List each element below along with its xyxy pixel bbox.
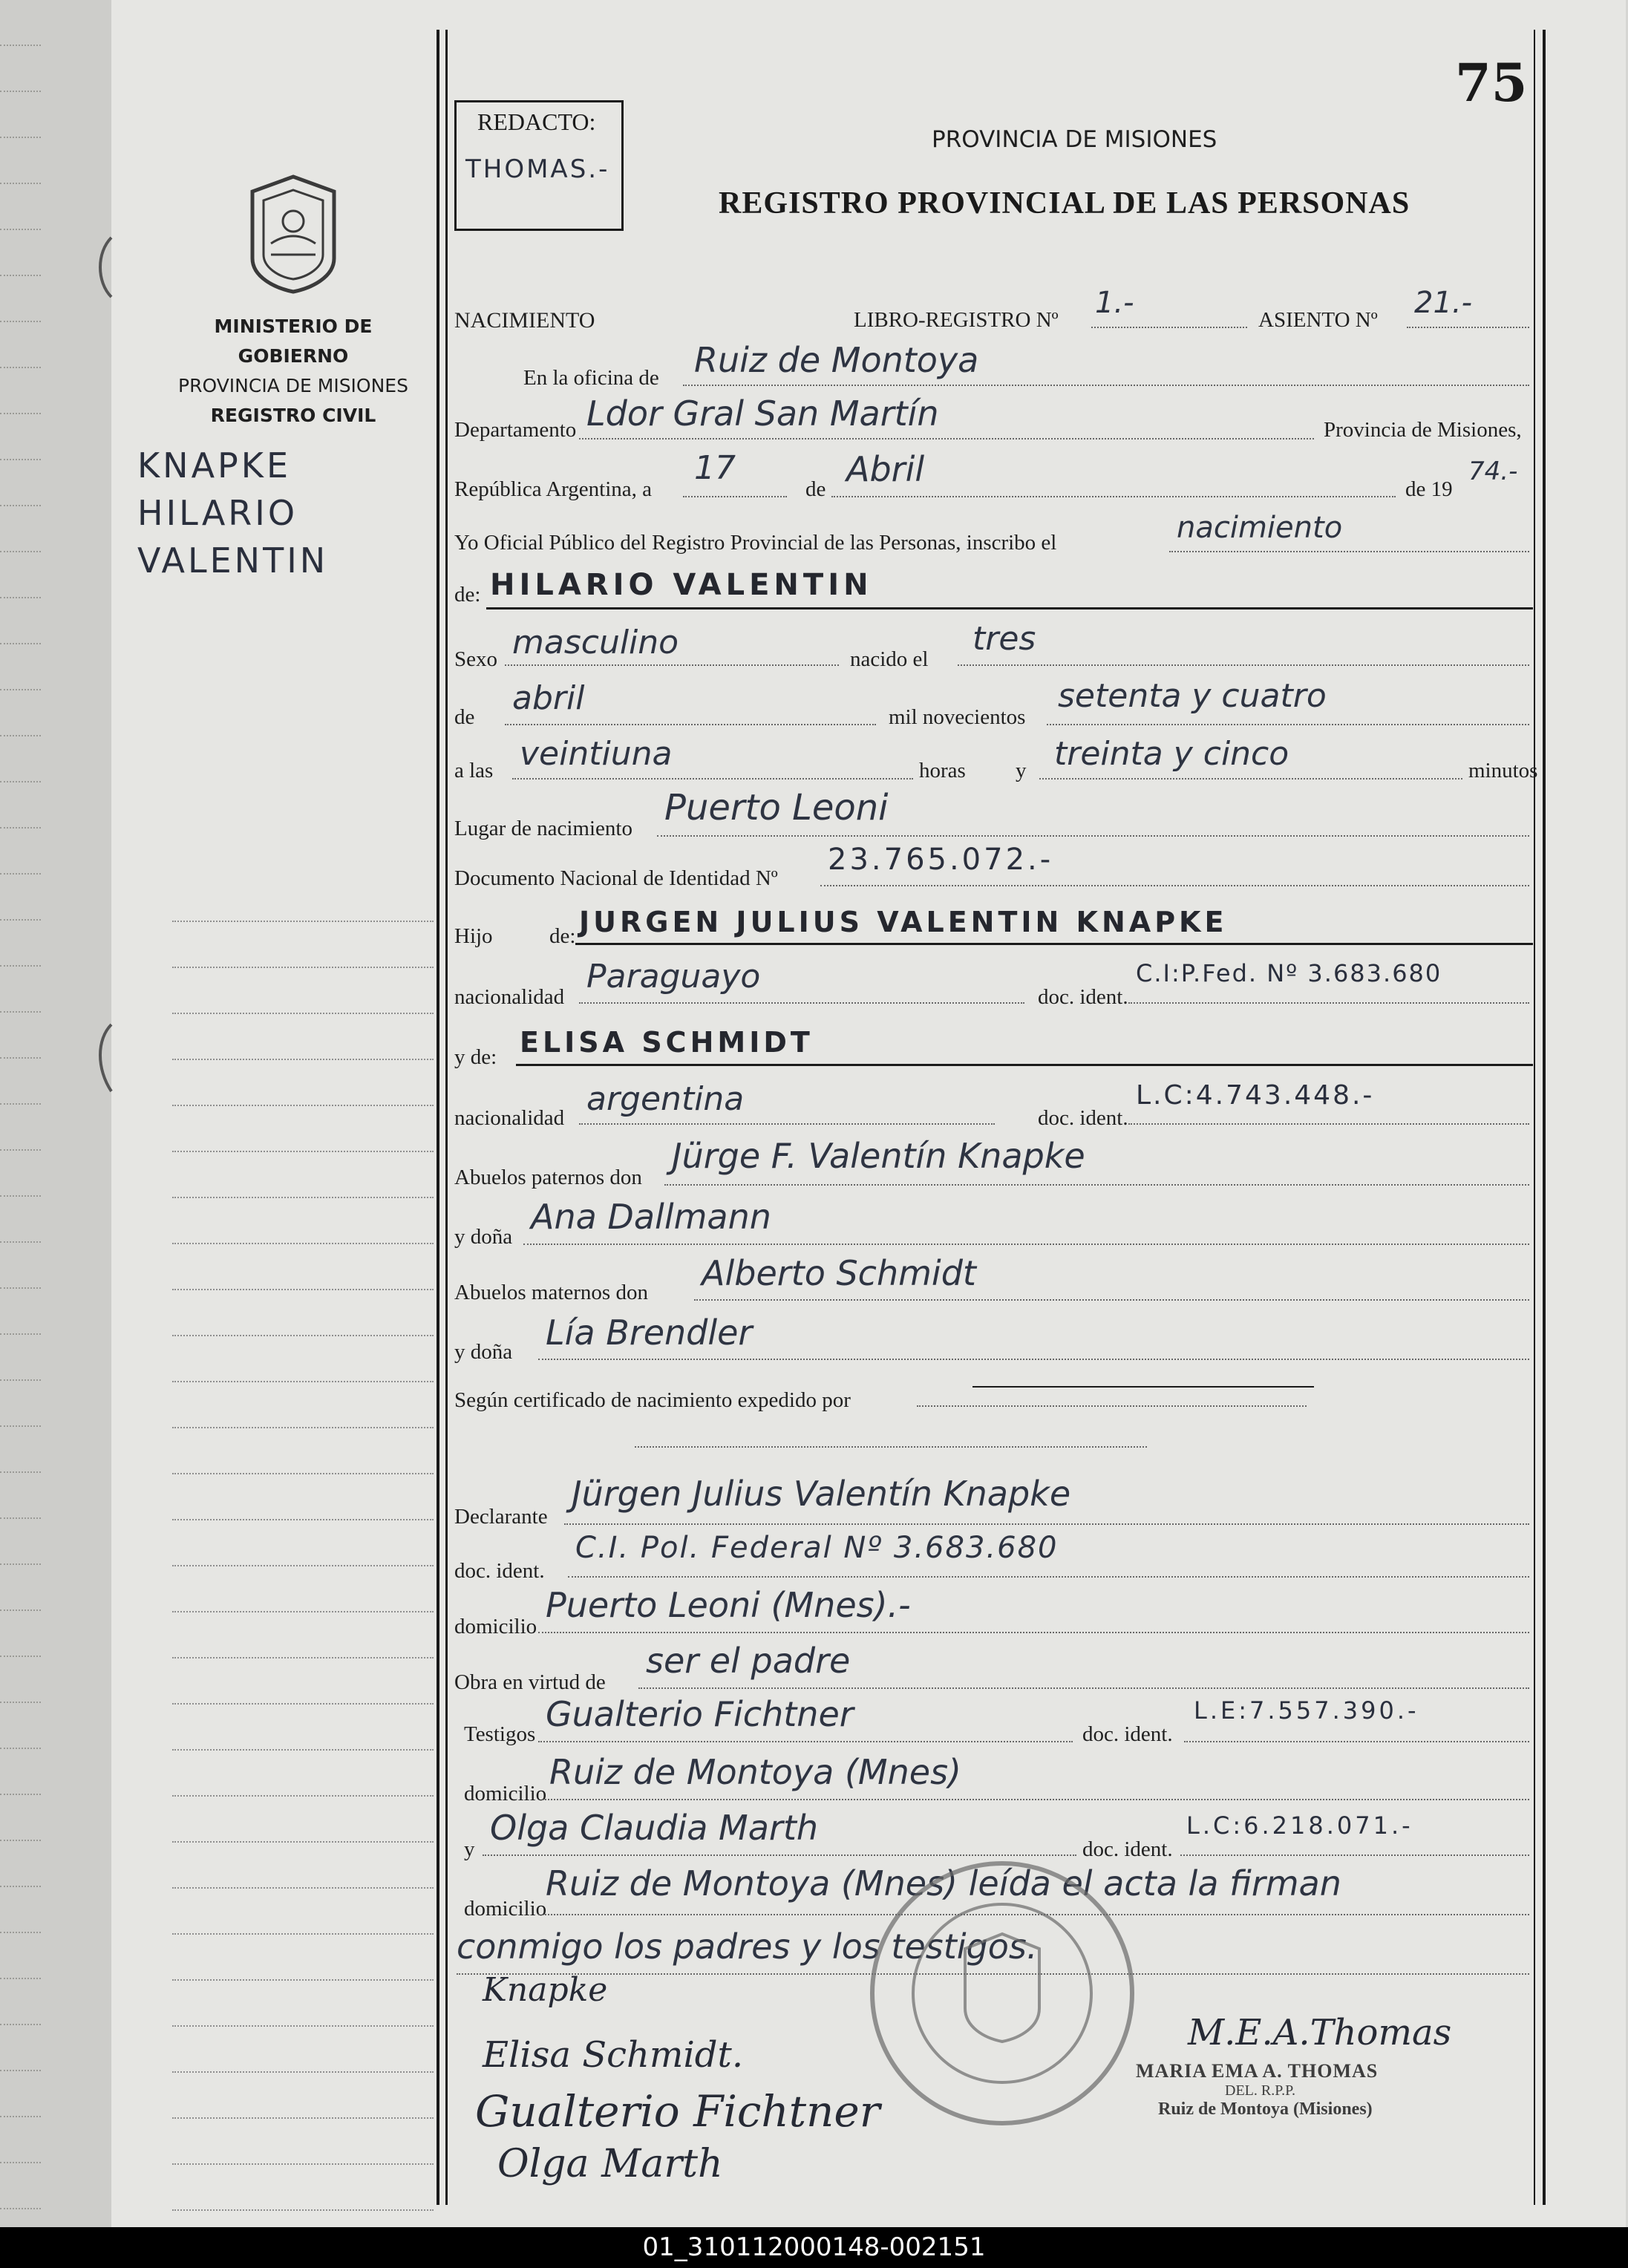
horas-label: horas xyxy=(919,759,966,782)
signature-gualterio-fichtner: Gualterio Fichtner xyxy=(475,2086,880,2137)
previous-page-dotted-line xyxy=(0,1011,41,1013)
previous-page-dotted-line xyxy=(0,2208,41,2209)
margin-ruled-line xyxy=(172,1979,434,1981)
margin-first-name: HILARIO xyxy=(137,493,298,533)
margin-ruled-line xyxy=(172,1013,434,1014)
y-testigo-label: y xyxy=(464,1837,475,1861)
minutos-value: treinta y cinco xyxy=(1054,735,1289,773)
oficina-dots xyxy=(683,385,1529,386)
madre-doc-dots xyxy=(1128,1123,1529,1125)
ab-pat-dona-label: y doña xyxy=(454,1225,513,1249)
nacido-value: tres xyxy=(972,620,1036,658)
official-name-stamp xyxy=(1136,2060,1378,2120)
margin-ruled-line xyxy=(172,1657,434,1658)
previous-page-dotted-line xyxy=(0,1103,41,1105)
previous-page-dotted-line xyxy=(0,1333,41,1335)
day-value: 17 xyxy=(694,449,736,487)
decl-dom-value: Puerto Leoni (Mnes).- xyxy=(546,1585,911,1625)
previous-page-dotted-line xyxy=(0,367,41,368)
mes2-dots xyxy=(505,724,876,725)
signature-knapke: Knapke xyxy=(483,1971,608,2009)
margin-ruled-line xyxy=(172,1795,434,1797)
margin-ruled-line xyxy=(172,1381,434,1382)
ab-mat-dona-label: y doña xyxy=(454,1340,513,1364)
testigo2-doc-value: L.C:6.218.071.- xyxy=(1186,1811,1413,1840)
testigo1-dom-label: domicilio xyxy=(464,1782,547,1805)
previous-page-dotted-line xyxy=(0,1425,41,1427)
previous-page-dotted-line xyxy=(0,137,41,138)
testigo1-value: Gualterio Fichtner xyxy=(546,1694,854,1734)
certificado-dots-2 xyxy=(635,1446,1147,1448)
mes2-label: de xyxy=(454,705,475,729)
year-value: 74.- xyxy=(1468,457,1518,486)
y-label: y xyxy=(1016,759,1027,782)
previous-page-dotted-line xyxy=(0,781,41,782)
margin-ruled-line xyxy=(172,1059,434,1060)
previous-page-dotted-line xyxy=(0,1886,41,1887)
previous-page-dotted-line xyxy=(0,2162,41,2163)
previous-page-dotted-line xyxy=(0,919,41,921)
mil-value: setenta y cuatro xyxy=(1058,677,1327,715)
previous-page-dotted-line xyxy=(0,1471,41,1473)
dni-dots xyxy=(820,885,1529,886)
madre-doc-label: doc. ident. xyxy=(1038,1106,1128,1130)
testigo1-dom-dots xyxy=(542,1799,1529,1800)
previous-page-dotted-line xyxy=(0,965,41,967)
signature-official: M.E.A.Thomas xyxy=(1188,2012,1452,2053)
padre-nac-value: Paraguayo xyxy=(586,958,761,996)
margin-ruled-line xyxy=(172,2209,434,2211)
oficial-dots xyxy=(1169,551,1529,552)
previous-page-dotted-line xyxy=(0,873,41,875)
madre-nac-dots xyxy=(579,1123,995,1125)
libro-dots xyxy=(1091,327,1247,328)
obra-label: Obra en virtud de xyxy=(454,1670,606,1694)
testigo2-dom-label: domicilio xyxy=(464,1897,547,1921)
previous-page-dotted-line xyxy=(0,1794,41,1795)
registry-heading: REGISTRO PROVINCIAL DE LAS PERSONAS xyxy=(719,186,1410,220)
margin-ruled-line xyxy=(172,1335,434,1336)
previous-page-dotted-line xyxy=(0,1149,41,1151)
previous-page-dotted-line xyxy=(0,1195,41,1197)
sexo-value: masculino xyxy=(512,624,679,661)
margin-ruled-line xyxy=(172,1427,434,1428)
ab-pat-don-dots xyxy=(664,1184,1529,1186)
nombre-label: de: xyxy=(454,583,481,607)
madre-value: ELISA SCHMIDT xyxy=(520,1026,814,1059)
margin-ruled-line xyxy=(172,1197,434,1198)
ab-pat-don-value: Jürge F. Valentín Knapke xyxy=(672,1136,1085,1176)
ab-mat-dona-value: Lía Brendler xyxy=(546,1313,753,1353)
departamento-dots xyxy=(579,438,1314,439)
ab-mat-don-value: Alberto Schmidt xyxy=(702,1253,976,1293)
decl-doc-dots xyxy=(568,1576,1529,1578)
previous-page-dotted-line xyxy=(0,1840,41,1841)
previous-page-dotted-line xyxy=(0,1702,41,1703)
previous-page-dotted-line xyxy=(0,321,41,322)
previous-page-dotted-line xyxy=(0,1563,41,1565)
sexo-dots xyxy=(505,664,839,666)
decl-doc-value: C.I. Pol. Federal Nº 3.683.680 xyxy=(575,1531,1059,1565)
margin-ruled-line xyxy=(172,967,434,968)
padre-nac-label: nacionalidad xyxy=(454,985,565,1009)
previous-page-dotted-line xyxy=(0,689,41,690)
padre-doc-dots xyxy=(1128,1002,1529,1004)
previous-page-dotted-line xyxy=(0,1057,41,1059)
margin-ruled-line xyxy=(172,921,434,922)
previous-page-dotted-line xyxy=(0,1978,41,1979)
testigo1-doc-label: doc. ident. xyxy=(1082,1722,1173,1746)
mil-dots xyxy=(1047,724,1529,725)
previous-page-dotted-line xyxy=(0,2024,41,2025)
margin-ruled-line xyxy=(172,1105,434,1106)
official-stamp-icon xyxy=(861,1852,1143,2134)
previous-page-dotted-line xyxy=(0,229,41,230)
previous-page-dotted-line xyxy=(0,1287,41,1289)
testigo2-dom-value: Ruiz de Montoya (Mnes) leída el acta la firman xyxy=(546,1863,1341,1903)
margin-ruled-line xyxy=(172,2117,434,2119)
lugar-dots xyxy=(657,835,1529,837)
dni-label: Documento Nacional de Identidad Nº xyxy=(454,866,778,890)
previous-page-dotted-line xyxy=(0,1517,41,1519)
previous-page-dotted-line xyxy=(0,2116,41,2117)
margin-ruled-line xyxy=(172,1519,434,1520)
libro-value: 1.- xyxy=(1095,286,1134,320)
previous-page-dotted-line xyxy=(0,1748,41,1749)
province-heading: PROVINCIA DE MISIONES xyxy=(932,126,1217,153)
padre-line xyxy=(575,943,1533,945)
obra-value: ser el padre xyxy=(646,1641,851,1681)
margin-ruled-line xyxy=(172,1703,434,1705)
ministry-block xyxy=(160,312,427,431)
nacido-dots xyxy=(958,664,1529,666)
year-prefix: de 19 xyxy=(1405,477,1453,501)
right-border-line xyxy=(1543,30,1546,2205)
hijo-de-label: de: xyxy=(549,924,576,948)
decl-dom-dots xyxy=(538,1632,1529,1633)
redacto-label: REDACTO: xyxy=(477,108,596,135)
certificado-solid xyxy=(972,1386,1314,1388)
right-border-line-inner xyxy=(1534,30,1535,2205)
margin-ruled-line xyxy=(172,2025,434,2027)
margin-ruled-line xyxy=(172,1151,434,1152)
previous-page-dotted-line xyxy=(0,2070,41,2071)
horas-value: veintiuna xyxy=(520,735,673,773)
oficina-value: Ruiz de Montoya xyxy=(694,340,979,380)
mes2-value: abril xyxy=(512,679,585,717)
margin-ruled-line xyxy=(172,1565,434,1566)
madre-line xyxy=(516,1064,1533,1066)
ab-mat-dona-dots xyxy=(538,1359,1529,1360)
page-number: 75 xyxy=(1455,52,1528,114)
republica-label: República Argentina, a xyxy=(454,477,653,501)
previous-page-dotted-line xyxy=(0,183,41,184)
previous-page-dotted-line xyxy=(0,275,41,276)
previous-page-dotted-line xyxy=(0,413,41,414)
act-type-label: NACIMIENTO xyxy=(454,308,595,333)
previous-page-dotted-line xyxy=(0,91,41,92)
testigo2-value: Olga Claudia Marth xyxy=(490,1808,819,1848)
hijo-label: Hijo xyxy=(454,924,493,948)
oficina-label: En la oficina de xyxy=(523,366,659,390)
margin-ruled-line xyxy=(172,1289,434,1290)
lugar-value: Puerto Leoni xyxy=(664,787,889,829)
ab-mat-label: Abuelos maternos don xyxy=(454,1281,648,1304)
nombre-line xyxy=(486,607,1533,610)
oficial-text: Yo Oficial Público del Registro Provincial de las Personas, inscribo el xyxy=(454,531,1057,555)
margin-name xyxy=(137,442,328,584)
margin-ruled-line xyxy=(172,1243,434,1244)
margin-ruled-line xyxy=(172,2071,434,2073)
margin-ruled-line xyxy=(172,2163,434,2165)
asiento-dots xyxy=(1407,327,1529,328)
previous-page-dotted-line xyxy=(0,643,41,644)
ministry-line1: MINISTERIO DE GOBIERNO xyxy=(214,316,373,367)
official-role: DEL. R.P.P. xyxy=(1225,2082,1296,2099)
margin-ruled-line xyxy=(172,1473,434,1474)
redacto-box xyxy=(454,100,624,231)
previous-page-dotted-line xyxy=(0,827,41,829)
testigo1-doc-dots xyxy=(1184,1741,1529,1742)
margin-ruled-line xyxy=(172,1933,434,1935)
obra-dots xyxy=(638,1687,1529,1689)
departamento-value: Ldor Gral San Martín xyxy=(586,393,939,434)
madre-nac-label: nacionalidad xyxy=(454,1106,565,1130)
padre-doc-value: C.I:P.Fed. Nº 3.683.680 xyxy=(1136,959,1442,987)
ab-pat-label: Abuelos paternos don xyxy=(454,1166,642,1189)
file-identifier: 01_310112000148-002151 xyxy=(0,2227,1628,2268)
previous-page-dotted-line xyxy=(0,597,41,598)
left-border-line xyxy=(437,30,439,2205)
day-dots xyxy=(683,496,787,497)
padre-value: JURGEN JULIUS VALENTIN KNAPKE xyxy=(579,906,1228,938)
ministry-line3: REGISTRO CIVIL xyxy=(210,405,376,426)
margin-ruled-line xyxy=(172,1887,434,1889)
departamento-label: Departamento xyxy=(454,418,577,442)
previous-page-dotted-line xyxy=(0,1379,41,1381)
testigos-label: Testigos xyxy=(464,1722,536,1746)
nacido-label: nacido el xyxy=(850,647,929,671)
asiento-label: ASIENTO Nº xyxy=(1258,308,1378,332)
padre-nac-dots xyxy=(579,1002,1024,1004)
previous-page-dotted-line xyxy=(0,505,41,506)
signature-olga-marth: Olga Marth xyxy=(497,2142,723,2186)
previous-page-dotted-line xyxy=(0,1656,41,1657)
declarante-dots xyxy=(564,1523,1529,1525)
mil-label: mil novecientos xyxy=(889,705,1026,729)
ministry-line2: PROVINCIA DE MISIONES xyxy=(178,375,408,396)
lugar-label: Lugar de nacimiento xyxy=(454,817,632,840)
certificado-label: Según certificado de nacimiento expedido por xyxy=(454,1388,851,1412)
asiento-value: 21.- xyxy=(1414,286,1473,320)
previous-page-dotted-line xyxy=(0,1932,41,1933)
signature-elisa-schmidt: Elisa Schmidt. xyxy=(483,2034,744,2076)
testigo1-doc-value: L.E:7.557.390.- xyxy=(1194,1696,1419,1725)
closing-value: conmigo los padres y los testigos. xyxy=(457,1927,1038,1967)
previous-page-dotted-line xyxy=(0,459,41,460)
madre-doc-value: L.C:4.743.448.- xyxy=(1136,1080,1375,1111)
official-name: MARIA EMA A. THOMAS xyxy=(1136,2060,1379,2082)
previous-page-dotted-line xyxy=(0,735,41,736)
previous-page-dotted-line xyxy=(0,551,41,552)
nombre-value: HILARIO VALENTIN xyxy=(490,568,873,602)
provincia-suffix: Provincia de Misiones, xyxy=(1324,418,1522,442)
ab-pat-dona-dots xyxy=(523,1244,1529,1245)
minutos-label: minutos xyxy=(1468,759,1538,782)
provincial-seal-icon xyxy=(238,169,349,295)
month-dots xyxy=(831,496,1396,497)
redacto-value: THOMAS.- xyxy=(465,154,610,184)
binding-holes xyxy=(89,223,134,1114)
margin-ruled-line xyxy=(172,1611,434,1612)
oficial-value: nacimiento xyxy=(1177,511,1343,545)
de-label: de xyxy=(805,477,826,501)
previous-page-dotted-line xyxy=(0,1241,41,1243)
declarante-label: Declarante xyxy=(454,1505,548,1529)
ab-mat-don-dots xyxy=(694,1299,1529,1301)
margin-second-name: VALENTIN xyxy=(137,540,329,581)
horas-dots xyxy=(512,778,913,780)
certificado-dots xyxy=(917,1405,1307,1407)
declarante-value: Jürgen Julius Valentín Knapke xyxy=(572,1474,1071,1514)
left-border-line-inner xyxy=(445,30,448,2205)
libro-label: LIBRO-REGISTRO Nº xyxy=(854,308,1059,332)
decl-doc-label: doc. ident. xyxy=(454,1559,545,1583)
testigo2-doc-label: doc. ident. xyxy=(1082,1837,1173,1861)
previous-page-dotted-line xyxy=(0,45,41,46)
margin-ruled-line xyxy=(172,1749,434,1751)
margin-ruled-line xyxy=(172,1841,434,1843)
testigo1-dots xyxy=(538,1741,1073,1742)
padre-doc-label: doc. ident. xyxy=(1038,985,1128,1009)
ab-pat-dona-value: Ana Dallmann xyxy=(531,1197,771,1237)
testigo1-dom-value: Ruiz de Montoya (Mnes) xyxy=(549,1752,961,1792)
madre-label: y de: xyxy=(454,1045,497,1069)
decl-dom-label: domicilio xyxy=(454,1615,537,1638)
margin-surname: KNAPKE xyxy=(137,445,292,486)
sexo-label: Sexo xyxy=(454,647,497,671)
dni-value: 23.765.072.- xyxy=(828,843,1054,877)
official-place: Ruiz de Montoya (Misiones) xyxy=(1158,2099,1373,2119)
a-las-label: a las xyxy=(454,759,494,782)
previous-page-dotted-line xyxy=(0,1610,41,1611)
month-value: Abril xyxy=(846,449,925,489)
testigo2-doc-dots xyxy=(1180,1854,1529,1856)
madre-nac-value: argentina xyxy=(586,1080,745,1118)
minutos-dots xyxy=(1039,778,1462,780)
